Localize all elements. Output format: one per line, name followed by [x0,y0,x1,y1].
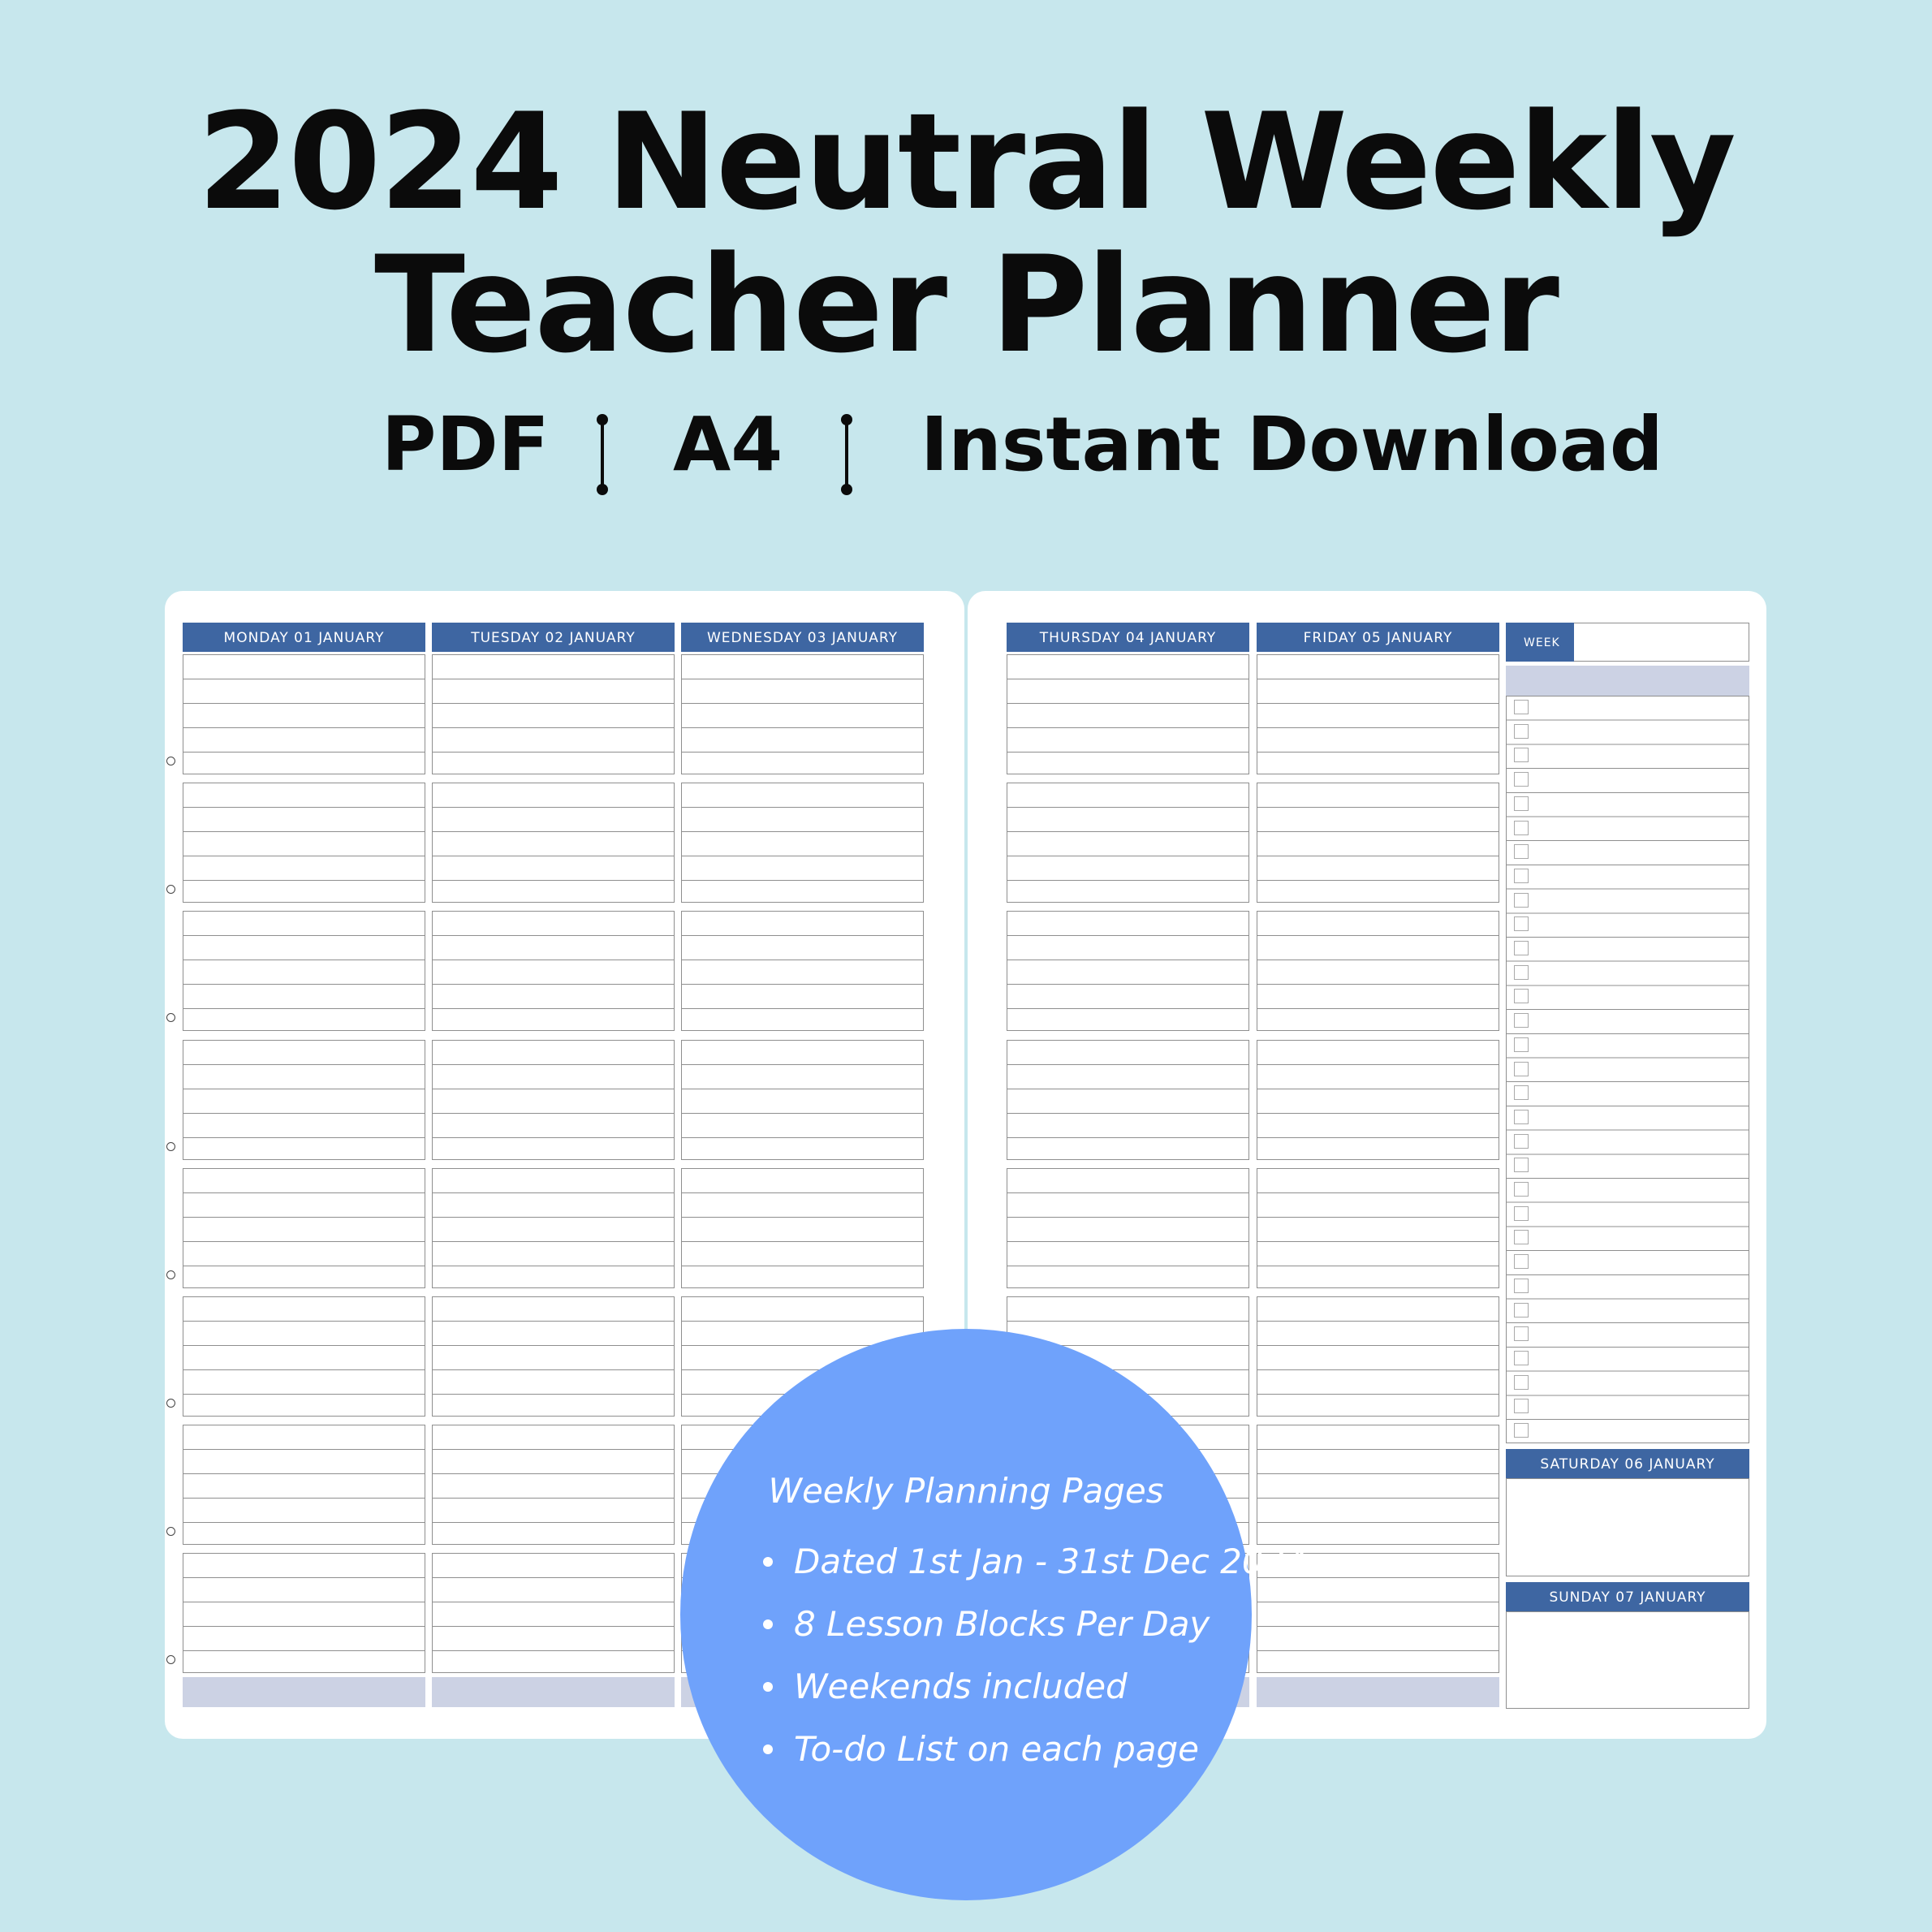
lesson-block [681,1168,924,1288]
todo-checkbox [1514,1279,1529,1293]
delivery-label: Instant Download [921,401,1663,488]
todo-checkbox [1514,916,1529,931]
lesson-block [1257,1425,1499,1545]
sunday-header: SUNDAY 07 JANUARY [1506,1582,1749,1611]
lesson-block [432,783,675,903]
todo-header [1506,666,1749,696]
todo-checkbox [1514,1013,1529,1028]
day-header: MONDAY 01 JANUARY [183,623,425,652]
todo-checkbox [1514,1110,1529,1124]
lesson-block [1257,654,1499,774]
lesson-block [432,1168,675,1288]
features-badge [680,1329,1308,1900]
saturday-header: SATURDAY 06 JANUARY [1506,1449,1749,1478]
feature-item: To-do List on each page [761,1718,1307,1780]
todo-checkbox [1514,1230,1529,1244]
sunday-box [1506,1611,1749,1709]
todo-checkbox [1514,844,1529,859]
day-header: TUESDAY 02 JANUARY [432,623,675,652]
separator-icon [597,414,608,495]
lesson-block [1007,783,1249,903]
lesson-block [1007,1168,1249,1288]
todo-checkbox [1514,941,1529,955]
todo-checkbox [1514,1037,1529,1052]
lesson-block [183,1425,425,1545]
clock-icon [166,757,175,765]
format-label: PDF [382,401,550,488]
day-header: THURSDAY 04 JANUARY [1007,623,1249,652]
lesson-block [183,783,425,903]
lesson-block [432,911,675,1031]
lesson-block [1257,911,1499,1031]
lesson-block [1007,911,1249,1031]
week-label: WEEK [1506,623,1574,662]
format-info-row [0,401,1932,488]
lesson-block [1257,1040,1499,1160]
todo-checkbox [1514,772,1529,787]
todo-checkbox [1514,869,1529,883]
todo-checkbox [1514,1134,1529,1149]
lesson-block [681,654,924,774]
todo-checkbox [1514,1206,1529,1221]
lesson-block [183,1553,425,1673]
lesson-block [432,1553,675,1673]
todo-checkbox [1514,1158,1529,1172]
todo-checkbox [1514,1399,1529,1413]
todo-list [1506,696,1749,1443]
clock-icon [166,1142,175,1151]
todo-checkbox [1514,989,1529,1003]
lesson-block [183,1168,425,1288]
feature-item: Dated 1st Jan - 31st Dec 2024 [761,1530,1307,1593]
lesson-block [432,1040,675,1160]
title-line-2: Teacher Planner [374,227,1558,382]
lesson-block [1257,1296,1499,1417]
lesson-block [183,1296,425,1417]
lesson-block [1257,1168,1499,1288]
lesson-block [432,1425,675,1545]
todo-checkbox [1514,1182,1529,1197]
day-header: WEDNESDAY 03 JANUARY [681,623,924,652]
todo-checkbox [1514,1351,1529,1365]
lesson-block [432,654,675,774]
lesson-block [681,1040,924,1160]
lesson-block [1257,783,1499,903]
lesson-block [183,1040,425,1160]
todo-checkbox [1514,1085,1529,1100]
lesson-block [183,911,425,1031]
badge-title: Weekly Planning Pages [768,1471,1164,1511]
title-line-1: 2024 Neutral Weekly [197,84,1735,239]
lesson-block [432,1296,675,1417]
todo-checkbox [1514,1423,1529,1438]
todo-checkbox [1514,700,1529,714]
todo-checkbox [1514,1062,1529,1076]
todo-checkbox [1514,748,1529,762]
size-label: A4 [673,401,783,488]
feature-item: Weekends included [761,1655,1307,1718]
todo-checkbox [1514,893,1529,908]
todo-checkbox [1514,1326,1529,1341]
feature-item: 8 Lesson Blocks Per Day [761,1593,1307,1655]
todo-checkbox [1514,1375,1529,1390]
day-notes-footer [183,1677,425,1707]
day-notes-footer [432,1677,675,1707]
lesson-block [681,783,924,903]
todo-checkbox [1514,724,1529,739]
todo-checkbox [1514,1303,1529,1317]
lesson-block [681,911,924,1031]
separator-icon [841,414,852,495]
todo-checkbox [1514,821,1529,835]
day-header: FRIDAY 05 JANUARY [1257,623,1499,652]
todo-checkbox [1514,1254,1529,1269]
clock-icon [166,1399,175,1408]
saturday-box [1506,1478,1749,1576]
lesson-block [1007,1040,1249,1160]
lesson-block [1007,654,1249,774]
todo-checkbox [1514,965,1529,980]
lesson-block [183,654,425,774]
clock-icon [166,1270,175,1279]
todo-checkbox [1514,796,1529,811]
feature-list [761,1530,1307,1780]
